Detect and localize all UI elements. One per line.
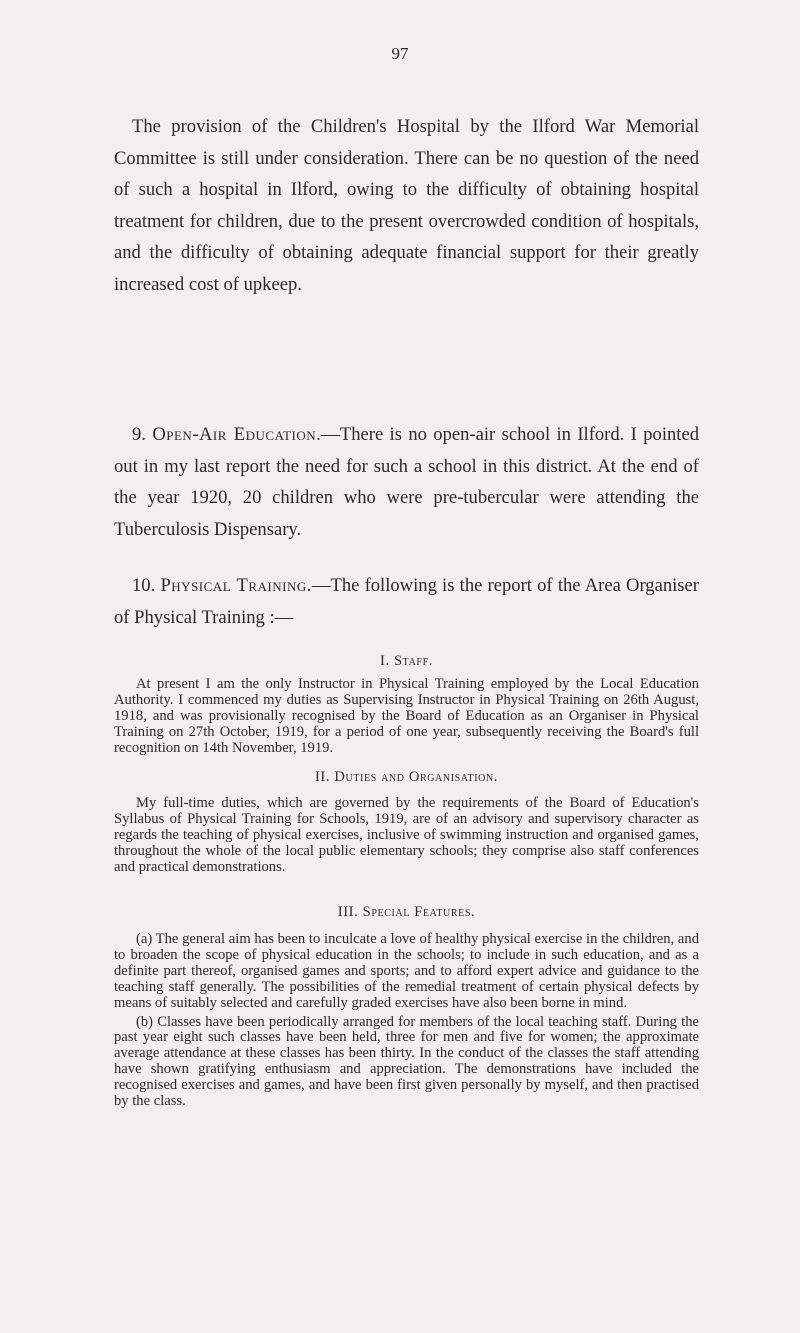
staff-section: [114, 677, 699, 757]
open-air-number: 9.: [132, 424, 146, 445]
duties-section: [114, 796, 699, 876]
physical-training-title: Physical Training.: [160, 575, 312, 596]
special-features-heading: III. Special Features.: [337, 904, 476, 920]
open-air-title: Open-Air Education.: [152, 424, 322, 445]
special-para-a: (a) The general aim has been to inculcate a love of healthy physical exercise in the children, and to broaden the scope of physical education in the schools; to include in such education, and as a definite part thereof, organised games and sports; and to afford expert advice and guidance to the teaching staff generally. The possibilities of the remedial treatment of certain physical defects by means of suitably selected and carefully graded exercises have also been borne in mind.: [114, 931, 699, 1011]
staff-text: At present I am the only Instructor in Physical Training employed by the Local Education Authority. I commenced my duties as Supervising Instructor in Physical Training on 26th August, 1918, and was provisionally recognised by the Board of Education as an Organiser in Physical Training on 27th October, 1919, for a period of one year, subsequently receiving the Board's full recognition on 14th November, 1919.: [114, 676, 699, 756]
special-features-section: [114, 932, 699, 1110]
hospital-paragraph: [114, 111, 699, 300]
staff-heading: I. Staff.: [380, 653, 433, 669]
duties-heading: II. Duties and Organisation.: [314, 769, 499, 785]
hospital-text: The provision of the Children's Hospital by the Ilford War Memorial Committee is still under consideration. There can be no question of the need of such a hospital in Ilford, owing to the difficulty of obtaining hospital treatment for children, due to the present overcrowded condition of hospitals, and the difficulty of obtaining adequate financial support for their greatly increased cost of upkeep.: [114, 116, 699, 295]
physical-training-paragraph: [114, 570, 699, 633]
open-air-text: —There is no open-air school in Ilford. I pointed out in my last report the need for such a school in this district. At the end of the year 1920, 20 children who were pre-tubercular were attending the Tuberculosis Dispensary.: [114, 424, 700, 540]
physical-training-number: 10.: [132, 575, 156, 596]
page-number: 97: [391, 44, 409, 63]
special-para-b: (b) Classes have been periodically arranged for members of the local teaching staff. During the past year eight such classes have been held, three for men and five for women; the approximate average attendance at these classes has been thirty. In the conduct of the classes the staff attending have shown gratifying enthusiasm and appreciation. The demonstrations have included the recognised exercises and games, and have been first given personally by myself, and then practised by the class.: [114, 1013, 699, 1110]
physical-training-text: —The following is the report of the Area Organiser of Physical Training :—: [114, 575, 699, 628]
duties-text: My full-time duties, which are governed by the requirements of the Board of Education's Syllabus of Physical Training for Schools, 1919, are of an advisory and supervisory character as regards the teaching of physical exercises, inclusive of swimming instruction and organised games, throughout the whole of the local public elementary schools; they comprise also staff conferences and practical demonstrations.: [114, 795, 699, 875]
open-air-paragraph: [114, 419, 699, 545]
